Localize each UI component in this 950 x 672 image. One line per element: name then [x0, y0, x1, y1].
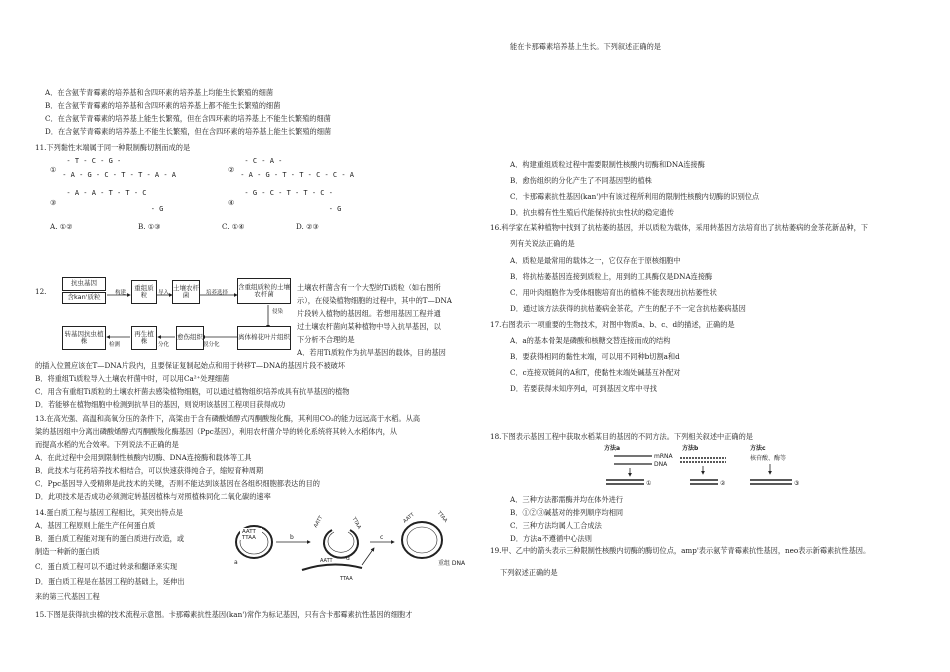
q10-option-a: A．在含氨苄青霉素的培养基和含四环素的培养基上均能生长繁殖的细菌	[45, 88, 274, 97]
flow-box-transgenic-plant: 转基因抗虫植株	[62, 326, 106, 350]
flow-label-detect: 检测	[109, 342, 121, 348]
q14-option-d-line2: 来的第三代基因工程	[35, 592, 100, 601]
method-a-label: 方法a	[604, 445, 621, 452]
q16-option-c: C．用叶肉细胞作为受体细胞培育出的植株不能表现出抗枯萎性状	[510, 288, 717, 297]
q12-option-d: D．若能够在植物细胞中检测到抗旱目的基因，则说明该基因工程项目获得成功	[35, 400, 286, 409]
q17-option-d: D．若要获得未知序列d，可到基因文库中寻找	[510, 384, 657, 393]
flow-box-leaf-tissue: 离体棉花叶片组织	[237, 326, 291, 350]
q19-stem-line2: 下列叙述正确的是	[500, 568, 558, 577]
q17-option-c: C．c连接双链间的A和T，使黏性末端处碱基互补配对	[510, 368, 681, 377]
flow-box-regenerated-plant: 再生植株	[131, 326, 157, 350]
q19-stem-line1: 19.甲、乙中的箭头表示三种限制性核酸内切酶的酶切位点，amp'表示氨苄青霉素抗性基因，neo表示新霉素抗性基因。	[490, 546, 871, 555]
diagram-seq-ttaa-2: TTAA	[350, 516, 363, 531]
circle-2: ②	[720, 480, 726, 487]
q14-option-a: A．基因工程原则上能生产任何蛋白质	[35, 521, 156, 530]
diagram-seq-ttaa-4: TTAA	[340, 576, 353, 582]
q11-seq2-num: ②	[228, 165, 235, 174]
method-c-label: 方法c	[750, 445, 766, 452]
circle-1: ①	[646, 480, 652, 487]
q18-stem: 18.下图表示基因工程中获取水稻某目的基因的不同方法。下列相关叙述中正确的是	[490, 432, 753, 441]
q17-option-b: B．要获得相同的黏性末端，可以用不同种b切割a和d	[510, 352, 680, 361]
q12-option-b: B．将重组Ti质粒导入土壤农杆菌中时，可以用Ca²⁺处理细菌	[35, 374, 230, 383]
q11-seq4-bottom: - G	[236, 205, 342, 213]
flow-label-infect: 侵染	[272, 309, 284, 315]
dna-label: DNA	[654, 461, 668, 468]
diagram-label-a: a	[234, 559, 238, 566]
q16-stem-line2: 列有关说法正确的是	[510, 239, 575, 248]
diagram-seq-aatt-3: AATT	[402, 511, 416, 525]
diagram-seq-aatt-1: AATT	[242, 529, 256, 535]
diagram-seq-ttaa-3: TTAA	[435, 510, 449, 524]
diagram-result-label: 重组 DNA	[438, 560, 466, 567]
opened-plasmid	[324, 530, 358, 558]
q10-option-d: D．在含氨苄青霉素的培养基上不能生长繁殖，但在含四环素的培养基上能生长繁殖的细菌	[45, 127, 332, 136]
q14-option-b-line1: B．蛋白质工程能对现有的蛋白质进行改造，或	[35, 534, 185, 543]
q16-option-a: A．质粒是最常用的载体之一，它仅存在于原核细胞中	[510, 256, 681, 265]
q15-option-d: D．抗虫棉有性生殖后代能保持抗虫性状的稳定遗传	[510, 208, 674, 217]
flow-label-culture-select: 培养选择	[206, 290, 229, 296]
q11-seq2-bottom: - A - G - T - T - C - C - A	[236, 171, 355, 179]
q11-option-a: A. ①②	[50, 222, 73, 231]
q18-option-a: A．三种方法都需酶并均在体外进行	[510, 495, 624, 504]
flow-box-agro-with-plasmid: 含重组质粒的土壤农杆菌	[237, 278, 291, 304]
q11-seq1-num: ①	[50, 165, 57, 174]
q18-option-b: B．①②③碱基对的排列顺序均相同	[510, 508, 624, 517]
q13-stem-line2: 粱的基因组中分离出磷酸烯醇式丙酮酸羧化酶基因（Ppc基因），利用农杆菌介导的转化系统将其转入水稻体内，从	[35, 427, 398, 436]
q14-option-d-line1: D．蛋白质工程是在基因工程的基础上，延伸出	[35, 577, 185, 586]
q12-side-line-5: 下分析不合理的是	[297, 335, 355, 344]
diagram-label-b: b	[290, 534, 294, 541]
q14-stem: 14.蛋白质工程与基因工程相比，其突出特点是	[35, 508, 183, 517]
q15-option-a: A．构建重组质粒过程中需要限制性核酸内切酶和DNA连接酶	[510, 160, 705, 169]
flow-box-agrobacterium: 土壤农杆菌	[172, 280, 200, 304]
q16-option-d: D．通过该方法获得的抗枯萎病金茶花，产生的配子不一定含抗枯萎病基因	[510, 304, 746, 313]
diagram-label-d: d	[346, 555, 350, 562]
q12-option-c: C．用含有重组Ti质粒的土壤农杆菌去感染植物细胞，可以通过植物组织培养成具有抗旱基因的植物	[35, 387, 350, 396]
q10-option-c: C．在含氨苄青霉素的培养基上能生长繁殖，但在含四环素的培养基上不能生长繁殖的细菌	[45, 114, 331, 123]
q11-seq3-num: ③	[50, 198, 57, 207]
q14-option-c: C．蛋白质工程可以不通过转录和翻译来实现	[35, 562, 178, 571]
flow-box-recombinant-plasmid: 重组质粒	[131, 280, 157, 304]
q13-option-a: A．在此过程中会用到限制性核酸内切酶、DNA连接酶和载体等工具	[35, 453, 252, 462]
q12-number: 12.	[35, 287, 47, 296]
q12-option-a-line1: A．若用Ti质粒作为抗旱基因的载体，目的基因	[297, 348, 446, 357]
circle-3: ③	[794, 480, 800, 487]
q12-side-line-4: 过土壤农杆菌向某种植物中导入抗旱基因，以	[297, 322, 441, 331]
q13-option-c: C．Ppc基因导入受精卵是此技术的关键，否则不能达到该基因在各组织细胞都表达的目的	[35, 479, 320, 488]
flow-label-differentiate: 分化	[158, 342, 170, 348]
q11-seq1-bottom: - A - G - C - T - T - A - A	[58, 171, 177, 179]
top-right-line: 能在卡那霉素培养基上生长。下列叙述正确的是	[510, 42, 661, 51]
q11-option-b: B. ①③	[138, 222, 161, 231]
flow-box-callus: 愈伤组织	[176, 326, 204, 350]
nucleotide-label: 核苷酸、酶等	[750, 455, 787, 462]
q11-seq4-top: - G - C - T - T - C -	[236, 189, 333, 197]
q16-option-b: B．将抗枯萎基因连接到质粒上，用到的工具酶仅是DNA连接酶	[510, 272, 713, 281]
q17-stem: 17.右图表示一项重要的生物技术，对图中物质a、b、c、d的描述，正确的是	[490, 320, 735, 329]
q12-side-line-1: 土壤农杆菌含有一个大型的Ti质粒（如右图所	[297, 283, 441, 292]
q15-option-c: C．卡那霉素抗性基因(kan')中有该过程所利用的限制性核酸内切酶的识别位点	[510, 192, 760, 201]
q11-seq4-num: ④	[228, 198, 235, 207]
q13-stem-line3: 而提高水稻的光合效率。下列说法不正确的是	[35, 440, 179, 449]
diagram-seq-ttaa-1: TTAA	[242, 535, 256, 541]
q18-methods-diagram	[600, 442, 840, 492]
q16-stem-line1: 16.科学家在某种植物中找到了抗枯萎的基因，并以质粒为载体，采用转基因方法培育出了抗枯萎病的金茶花新品种，下	[490, 223, 868, 232]
q15-stem: 15.下图是获得抗虫棉的技术流程示意图。卡那霉素抗性基因(kan')常作为标记基因，只有含卡那霉素抗性基因的细胞才	[35, 610, 413, 619]
q11-seq2-top: - C - A -	[236, 157, 283, 165]
q11-seq3-top: - A - A - T - T - C	[58, 189, 147, 197]
flow-label-introduce: 导入	[158, 290, 170, 296]
q13-option-b: B．此技术与花药培养技术相结合，可以快速获得纯合子，缩短育种周期	[35, 466, 264, 475]
q12-option-a-line2: 的插入位置应该在T—DNA片段内，且要保证复制起始点和用于转移T—DNA的基因片段不被破坏	[35, 361, 346, 370]
q11-stem: 11.下列黏性末端属于同一种限制酶切割而成的是	[35, 143, 191, 152]
flow-box-plasmid: 含kan'质粒	[62, 292, 106, 304]
q11-option-d: D. ②③	[296, 222, 319, 231]
q14-option-b-line2: 制造一种新的蛋白质	[35, 547, 100, 556]
recombinant-dna-diagram	[232, 510, 472, 590]
q11-option-c: C. ①④	[222, 222, 245, 231]
q13-stem-line1: 13.在高光强、高温和高氧分压的条件下，高粱由于含有磷酸烯醇式丙酮酸羧化酶，其利用CO₂的能力远远高于水稻。从高	[35, 414, 421, 423]
q11-seq3-bottom: - G	[58, 205, 164, 213]
mrna-label: mRNA	[654, 453, 673, 460]
q15-option-b: B．愈伤组织的分化产生了不同基因型的植株	[510, 176, 652, 185]
flow-label-dedifferentiate: 脱分化	[203, 342, 220, 348]
recombinant-circle	[402, 522, 442, 558]
method-b-label: 方法b	[682, 445, 699, 452]
flow-box-insect-gene: 抗虫基因	[62, 277, 106, 291]
fragment-d	[302, 564, 362, 570]
q11-seq1-top: - T - C - G -	[58, 157, 122, 165]
q17-option-a: A．a的基本骨架是磷酸和核糖交替连接而成的结构	[510, 336, 671, 345]
flow-label-construct: 构建	[115, 290, 127, 296]
q12-side-line-2: 示），在侵染植物细胞的过程中，其中的T—DNA	[297, 296, 453, 305]
q18-option-c: C．三种方法均属人工合成法	[510, 521, 602, 530]
diagram-seq-aatt-4: AATT	[320, 558, 333, 564]
diagram-seq-aatt-2: AATT	[312, 514, 325, 529]
q10-option-b: B．在含氨苄青霉素的培养基和含四环素的培养基上都不能生长繁殖的细菌	[45, 101, 281, 110]
diagram-label-c: c	[380, 534, 384, 541]
q13-option-d: D．此项技术是否成功必须测定转基因植株与对照植株同化二氧化碳的速率	[35, 492, 271, 501]
q18-option-d: D．方法a不遵循中心法则	[510, 534, 592, 543]
q12-side-line-3: 片段转入植物的基因组。若想用基因工程并通	[297, 309, 441, 318]
